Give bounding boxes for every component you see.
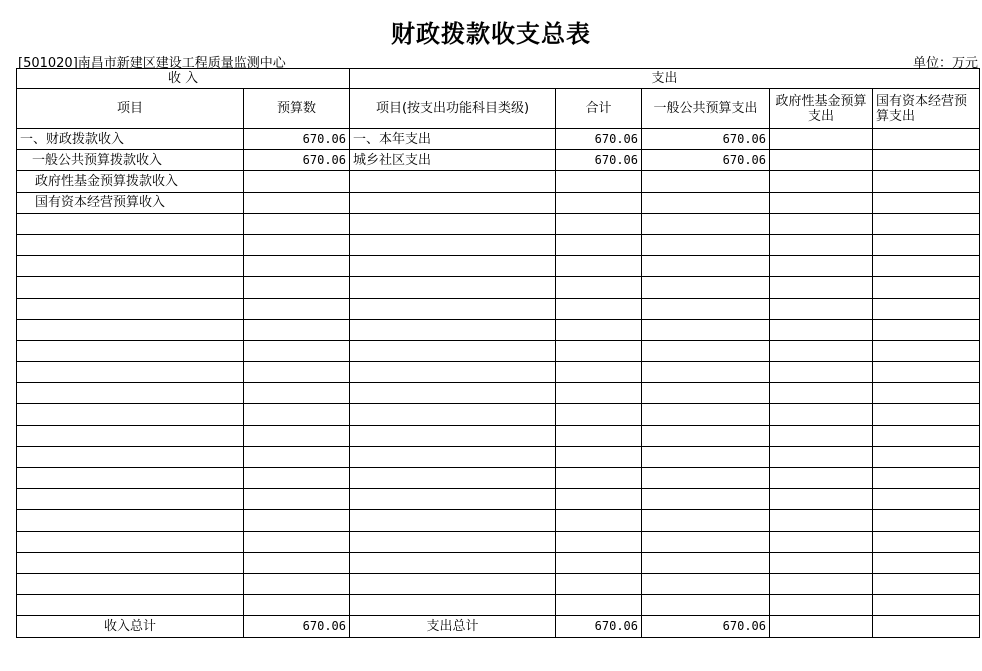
fund-budget-cell — [770, 489, 873, 510]
state-budget-cell — [873, 171, 980, 192]
general-budget-cell — [642, 234, 770, 255]
income-item-cell — [17, 573, 244, 594]
income-item-cell — [17, 277, 244, 298]
expense-total-cell — [556, 171, 642, 192]
expense-total-cell — [556, 340, 642, 361]
col-header-state: 国有资本经营预算支出 — [873, 89, 980, 129]
income-total-value: 670.06 — [244, 616, 350, 637]
state-budget-cell — [873, 213, 980, 234]
income-item-cell — [17, 383, 244, 404]
fund-budget-cell — [770, 234, 873, 255]
table-row — [17, 552, 980, 573]
table-row — [17, 319, 980, 340]
expense-total-cell — [556, 256, 642, 277]
expense-item-cell: 城乡社区支出 — [350, 150, 556, 171]
income-value-cell — [244, 256, 350, 277]
expense-total-cell — [556, 362, 642, 383]
income-item-cell: 一、财政拨款收入 — [17, 129, 244, 150]
fund-budget-cell — [770, 192, 873, 213]
table-row — [17, 595, 980, 616]
expense-item-cell — [350, 383, 556, 404]
fund-budget-cell — [770, 383, 873, 404]
general-budget-cell — [642, 552, 770, 573]
income-value-cell — [244, 319, 350, 340]
fund-budget-cell — [770, 595, 873, 616]
fund-budget-cell — [770, 213, 873, 234]
income-value-cell — [244, 446, 350, 467]
general-budget-cell — [642, 404, 770, 425]
state-budget-cell — [873, 425, 980, 446]
table-row — [17, 362, 980, 383]
expense-item-cell — [350, 362, 556, 383]
table-row — [17, 298, 980, 319]
general-budget-cell — [642, 340, 770, 361]
income-item-cell — [17, 404, 244, 425]
general-budget-cell — [642, 256, 770, 277]
expense-total-cell — [556, 192, 642, 213]
general-budget-cell — [642, 468, 770, 489]
expense-item-cell: 一、本年支出 — [350, 129, 556, 150]
general-budget-cell — [642, 192, 770, 213]
income-value-cell — [244, 213, 350, 234]
income-item-cell — [17, 552, 244, 573]
state-total-value — [873, 616, 980, 637]
expense-item-cell — [350, 298, 556, 319]
header-row-columns — [17, 89, 980, 129]
income-value-cell — [244, 340, 350, 361]
expense-total-cell — [556, 234, 642, 255]
income-item-cell — [17, 298, 244, 319]
general-budget-cell — [642, 573, 770, 594]
expense-total-cell — [556, 595, 642, 616]
organization-label: [501020]南昌市新建区建设工程质量监测中心 — [18, 56, 286, 71]
table-row — [17, 234, 980, 255]
income-item-cell: 一般公共预算拨款收入 — [17, 150, 244, 171]
fund-budget-cell — [770, 319, 873, 340]
expense-total-cell — [556, 446, 642, 467]
expense-item-cell — [350, 573, 556, 594]
budget-summary-table — [16, 68, 980, 638]
expense-total-cell — [556, 298, 642, 319]
state-budget-cell — [873, 531, 980, 552]
table-row — [17, 573, 980, 594]
income-value-cell: 670.06 — [244, 150, 350, 171]
income-item-cell — [17, 213, 244, 234]
header-row-group — [17, 69, 980, 89]
income-value-cell: 670.06 — [244, 129, 350, 150]
income-value-cell — [244, 171, 350, 192]
income-value-cell — [244, 362, 350, 383]
expense-item-cell — [350, 510, 556, 531]
income-value-cell — [244, 510, 350, 531]
income-value-cell — [244, 277, 350, 298]
table-row — [17, 150, 980, 171]
income-item-cell — [17, 510, 244, 531]
expense-group-header: 支出 — [350, 69, 980, 89]
expense-item-cell — [350, 340, 556, 361]
expense-item-cell — [350, 277, 556, 298]
expense-item-cell — [350, 213, 556, 234]
state-budget-cell — [873, 340, 980, 361]
col-header-budget: 预算数 — [244, 89, 350, 129]
table-row — [17, 468, 980, 489]
income-item-cell — [17, 468, 244, 489]
income-value-cell — [244, 425, 350, 446]
expense-total-cell: 670.06 — [556, 150, 642, 171]
fund-total-value — [770, 616, 873, 637]
income-total-label: 收入总计 — [17, 616, 244, 637]
income-item-cell — [17, 446, 244, 467]
table-row — [17, 404, 980, 425]
table-row — [17, 340, 980, 361]
table-row — [17, 510, 980, 531]
expense-total-cell — [556, 573, 642, 594]
expense-item-cell — [350, 425, 556, 446]
income-item-cell — [17, 489, 244, 510]
general-budget-cell — [642, 531, 770, 552]
expense-total-cell — [556, 383, 642, 404]
expense-total-cell — [556, 489, 642, 510]
expense-total-cell — [556, 531, 642, 552]
fund-budget-cell — [770, 425, 873, 446]
income-item-cell — [17, 234, 244, 255]
general-total-value: 670.06 — [642, 616, 770, 637]
table-row — [17, 425, 980, 446]
expense-total-cell: 670.06 — [556, 129, 642, 150]
expense-item-cell — [350, 468, 556, 489]
expense-total-cell — [556, 468, 642, 489]
expense-total-cell — [556, 425, 642, 446]
table-row — [17, 446, 980, 467]
expense-item-cell — [350, 256, 556, 277]
expense-total-label: 支出总计 — [350, 616, 556, 637]
state-budget-cell — [873, 129, 980, 150]
income-item-cell — [17, 340, 244, 361]
state-budget-cell — [873, 256, 980, 277]
expense-item-cell — [350, 552, 556, 573]
table-row — [17, 489, 980, 510]
income-value-cell — [244, 192, 350, 213]
footer-total-row — [17, 616, 980, 637]
state-budget-cell — [873, 298, 980, 319]
state-budget-cell — [873, 362, 980, 383]
expense-item-cell — [350, 404, 556, 425]
state-budget-cell — [873, 404, 980, 425]
expense-total-cell — [556, 213, 642, 234]
table-row — [17, 383, 980, 404]
col-header-fund: 政府性基金预算支出 — [770, 89, 873, 129]
fund-budget-cell — [770, 446, 873, 467]
table-row — [17, 277, 980, 298]
state-budget-cell — [873, 573, 980, 594]
col-header-total: 合计 — [556, 89, 642, 129]
page-title: 财政拨款收支总表 — [391, 19, 591, 48]
fund-budget-cell — [770, 129, 873, 150]
state-budget-cell — [873, 383, 980, 404]
expense-total-cell — [556, 552, 642, 573]
income-value-cell — [244, 531, 350, 552]
state-budget-cell — [873, 192, 980, 213]
expense-item-cell — [350, 234, 556, 255]
fund-budget-cell — [770, 340, 873, 361]
table-row — [17, 256, 980, 277]
general-budget-cell: 670.06 — [642, 150, 770, 171]
col-header-expense-item: 项目(按支出功能科目类级) — [350, 89, 556, 129]
income-value-cell — [244, 552, 350, 573]
income-value-cell — [244, 573, 350, 594]
income-value-cell — [244, 234, 350, 255]
table-row — [17, 213, 980, 234]
state-budget-cell — [873, 150, 980, 171]
income-item-cell — [17, 595, 244, 616]
income-value-cell — [244, 489, 350, 510]
fund-budget-cell — [770, 573, 873, 594]
general-budget-cell — [642, 171, 770, 192]
state-budget-cell — [873, 468, 980, 489]
fund-budget-cell — [770, 552, 873, 573]
income-item-cell: 国有资本经营预算收入 — [17, 192, 244, 213]
general-budget-cell — [642, 510, 770, 531]
fund-budget-cell — [770, 298, 873, 319]
table-row — [17, 192, 980, 213]
expense-total-cell — [556, 319, 642, 340]
state-budget-cell — [873, 446, 980, 467]
unit-label: 单位：万元 — [912, 56, 978, 71]
income-value-cell — [244, 595, 350, 616]
general-budget-cell — [642, 595, 770, 616]
income-item-cell: 政府性基金预算拨款收入 — [17, 171, 244, 192]
expense-item-cell — [350, 319, 556, 340]
table-row — [17, 129, 980, 150]
state-budget-cell — [873, 234, 980, 255]
expense-item-cell — [350, 595, 556, 616]
general-budget-cell — [642, 213, 770, 234]
fund-budget-cell — [770, 362, 873, 383]
income-item-cell — [17, 256, 244, 277]
col-header-general: 一般公共预算支出 — [642, 89, 770, 129]
fund-budget-cell — [770, 150, 873, 171]
expense-item-cell — [350, 446, 556, 467]
income-value-cell — [244, 468, 350, 489]
state-budget-cell — [873, 489, 980, 510]
fund-budget-cell — [770, 531, 873, 552]
income-group-header: 收 入 — [17, 69, 350, 89]
general-budget-cell — [642, 277, 770, 298]
fund-budget-cell — [770, 277, 873, 298]
expense-total-cell — [556, 277, 642, 298]
expense-item-cell — [350, 489, 556, 510]
income-item-cell — [17, 319, 244, 340]
expense-total-cell — [556, 510, 642, 531]
income-value-cell — [244, 404, 350, 425]
general-budget-cell — [642, 383, 770, 404]
general-budget-cell: 670.06 — [642, 129, 770, 150]
expense-total-value: 670.06 — [556, 616, 642, 637]
income-item-cell — [17, 531, 244, 552]
income-value-cell — [244, 298, 350, 319]
table-row — [17, 531, 980, 552]
col-header-item: 项目 — [17, 89, 244, 129]
general-budget-cell — [642, 298, 770, 319]
fund-budget-cell — [770, 468, 873, 489]
income-value-cell — [244, 383, 350, 404]
state-budget-cell — [873, 319, 980, 340]
general-budget-cell — [642, 425, 770, 446]
state-budget-cell — [873, 277, 980, 298]
expense-total-cell — [556, 404, 642, 425]
fund-budget-cell — [770, 171, 873, 192]
general-budget-cell — [642, 319, 770, 340]
general-budget-cell — [642, 489, 770, 510]
general-budget-cell — [642, 446, 770, 467]
table-row — [17, 171, 980, 192]
expense-item-cell — [350, 192, 556, 213]
income-item-cell — [17, 362, 244, 383]
income-item-cell — [17, 425, 244, 446]
fund-budget-cell — [770, 256, 873, 277]
state-budget-cell — [873, 510, 980, 531]
fund-budget-cell — [770, 510, 873, 531]
expense-item-cell — [350, 171, 556, 192]
state-budget-cell — [873, 595, 980, 616]
expense-item-cell — [350, 531, 556, 552]
state-budget-cell — [873, 552, 980, 573]
fund-budget-cell — [770, 404, 873, 425]
general-budget-cell — [642, 362, 770, 383]
